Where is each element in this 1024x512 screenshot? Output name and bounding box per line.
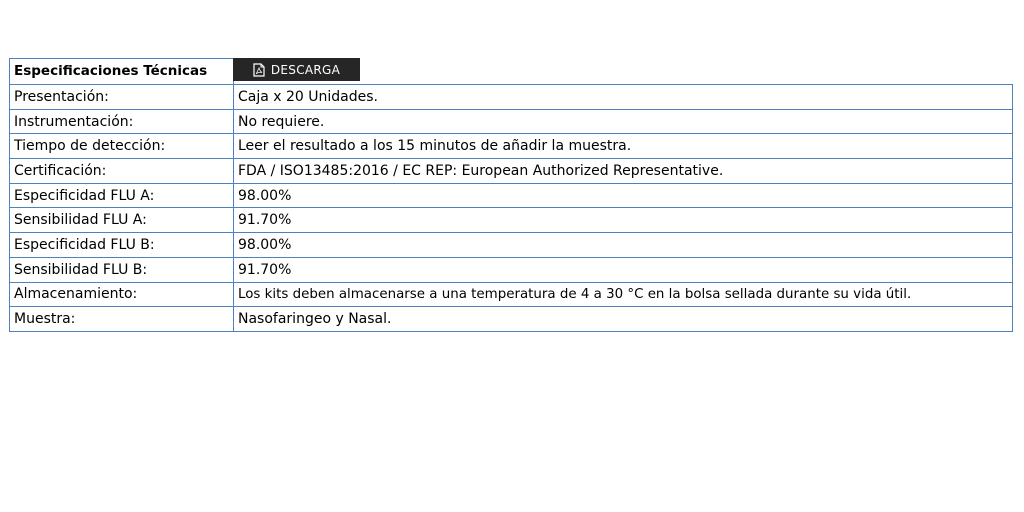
row-label: Sensibilidad FLU A: [10, 208, 234, 233]
table-row [10, 85, 1013, 110]
row-value: 91.70% [234, 208, 1013, 233]
row-value: 98.00% [234, 233, 1013, 258]
row-value: No requiere. [234, 109, 1013, 134]
row-label: Tiempo de detección: [10, 134, 234, 159]
table-title: Especificaciones Técnicas [10, 59, 234, 85]
table-row [10, 282, 1013, 307]
row-label: Sensibilidad FLU B: [10, 257, 234, 282]
row-label: Certificación: [10, 159, 234, 184]
row-value: Los kits deben almacenarse a una temperatura de 4 a 30 °C en la bolsa sellada durante su vida útil. [234, 282, 1013, 307]
row-value: Nasofaringeo y Nasal. [234, 307, 1013, 332]
row-label: Instrumentación: [10, 109, 234, 134]
table-row [10, 257, 1013, 282]
table-row [10, 307, 1013, 332]
table-header-row [10, 59, 1013, 85]
row-label: Muestra: [10, 307, 234, 332]
table-row [10, 233, 1013, 258]
table-row [10, 208, 1013, 233]
row-value: Leer el resultado a los 15 minutos de añadir la muestra. [234, 134, 1013, 159]
row-value: Caja x 20 Unidades. [234, 85, 1013, 110]
download-button[interactable] [233, 58, 360, 81]
row-label: Especificidad FLU B: [10, 233, 234, 258]
table-row [10, 109, 1013, 134]
row-label: Almacenamiento: [10, 282, 234, 307]
pdf-file-icon [253, 63, 265, 77]
row-label: Especificidad FLU A: [10, 183, 234, 208]
table-row [10, 134, 1013, 159]
row-value: FDA / ISO13485:2016 / EC REP: European Authorized Representative. [234, 159, 1013, 184]
row-label: Presentación: [10, 85, 234, 110]
download-label: DESCARGA [270, 62, 341, 77]
table-row [10, 159, 1013, 184]
row-value: 91.70% [234, 257, 1013, 282]
table-row [10, 183, 1013, 208]
row-value: 98.00% [234, 183, 1013, 208]
specifications-table [9, 58, 1013, 332]
